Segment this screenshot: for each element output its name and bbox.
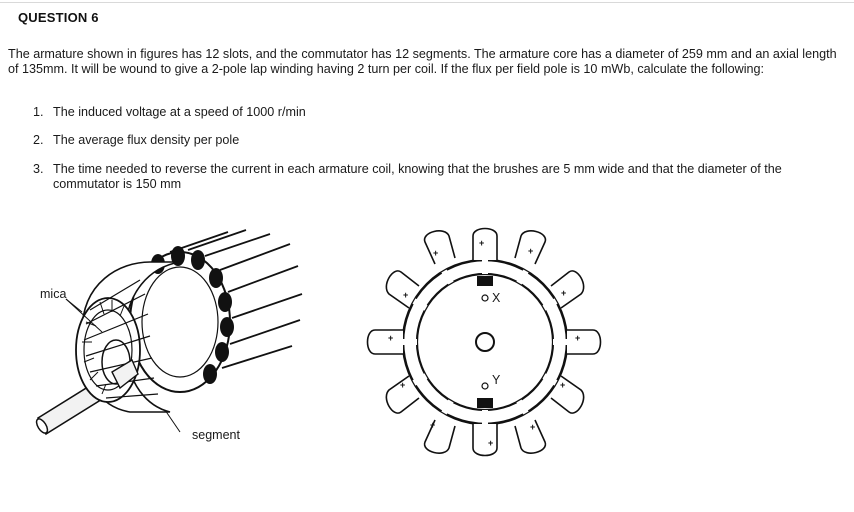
- svg-text:+: +: [479, 238, 485, 248]
- item-text: The time needed to reverse the current in each armature coil, knowing that the brushes are 5 mm wide and that the diameter of the commutator is 150 mm: [53, 162, 782, 191]
- svg-text:+: +: [403, 290, 409, 300]
- label-mica: mica: [40, 287, 67, 301]
- winding-figure: [355, 216, 615, 476]
- brush-bottom: [477, 398, 493, 408]
- label-segment: segment: [192, 428, 240, 442]
- item-number: 1.: [33, 105, 44, 119]
- svg-text:+: +: [528, 246, 534, 256]
- brush-top: [477, 276, 493, 286]
- svg-text:+: +: [400, 380, 406, 390]
- label-x: X: [492, 291, 501, 305]
- svg-text:+: +: [488, 438, 494, 448]
- armature-core: [130, 230, 302, 392]
- label-y: Y: [492, 373, 501, 387]
- armature-figure: [20, 222, 310, 457]
- segment-leader-line: [165, 410, 180, 432]
- svg-text:+: +: [560, 380, 566, 390]
- mica-leader-line: [66, 299, 82, 312]
- svg-text:+: +: [561, 288, 567, 298]
- svg-text:+: +: [388, 333, 394, 343]
- svg-text:+: +: [575, 333, 581, 343]
- svg-text:+: +: [530, 422, 536, 432]
- svg-text:+: +: [433, 248, 439, 258]
- question-body: The armature shown in figures has 12 slots, and the commutator has 12 segments. The armature core has a diameter of 259 mm and an axial length of 135mm. It will be wound to give a 2-pole lap winding having 2 turn per coil. If the flux per field pole is 10 mWb, calculate the following:: [8, 47, 837, 76]
- question-title: QUESTION 6: [18, 10, 99, 25]
- item-number: 3.: [33, 162, 44, 176]
- item-text: The induced voltage at a speed of 1000 r/min: [53, 105, 306, 119]
- item-number: 2.: [33, 133, 44, 147]
- top-divider: [0, 2, 854, 3]
- item-text: The average flux density per pole: [53, 133, 240, 147]
- svg-text:+: +: [430, 420, 436, 430]
